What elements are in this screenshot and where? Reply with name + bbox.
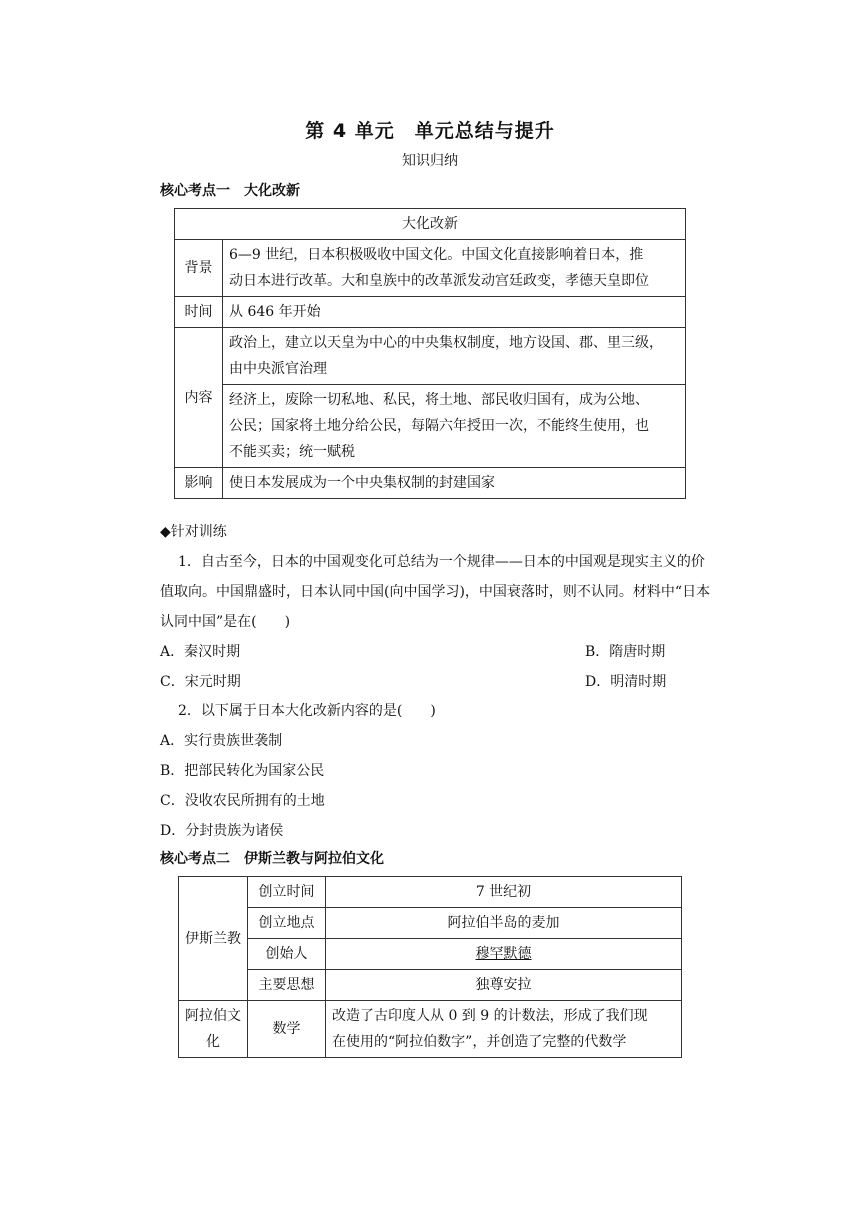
row-key: 创立地点 <box>248 908 326 939</box>
table-row <box>179 970 682 1001</box>
founder-name: 穆罕默德 <box>475 946 532 962</box>
row-key: 创立时间 <box>248 877 326 908</box>
q1-option-d: D．明清时期 <box>585 674 667 690</box>
row-content: 从 646 年开始 <box>223 297 686 328</box>
row-value: 阿拉伯半岛的麦加 <box>326 908 682 939</box>
table-row <box>175 209 686 240</box>
question-1-line: 认同中国”是在( ) <box>160 614 291 630</box>
row-label: 内容 <box>175 328 223 468</box>
table-row <box>175 328 686 385</box>
table-row <box>175 297 686 328</box>
islam-arab-culture-table <box>178 876 682 1058</box>
row-label: 时间 <box>175 297 223 328</box>
text-line: 公民；国家将土地分给公民，每隔六年授田一次，不能终生使用，也 <box>229 418 649 434</box>
row-key: 数学 <box>248 1001 326 1058</box>
q2-option-a: A．实行贵族世袭制 <box>160 733 283 749</box>
question-2-stem: 2．以下属于日本大化改新内容的是( ) <box>178 703 436 719</box>
row-label: 背景 <box>175 240 223 297</box>
table-row <box>179 1001 682 1058</box>
question-1-line: 值取向。中国鼎盛时，日本认同中国(向中国学习)，中国衰落时，则不认同。材料中“日本 <box>160 584 711 600</box>
q2-option-b: B．把部民转化为国家公民 <box>160 763 325 779</box>
row-key: 创始人 <box>248 939 326 970</box>
key-point-2-heading: 核心考点二 伊斯兰教与阿拉伯文化 <box>160 851 384 867</box>
row-label: 影响 <box>175 468 223 499</box>
text-line: 动日本进行改革。大和皇族中的改革派发动宫廷政变，孝德天皇即位 <box>229 273 649 289</box>
text-line: 政治上，建立以天皇为中心的中央集权制度，地方设国、郡、里三级， <box>229 335 663 351</box>
question-1-line: 1．自古至今，日本的中国观变化可总结为一个规律——日本的中国观是现实主义的价 <box>178 554 705 570</box>
row-value: 7 世纪初 <box>326 877 682 908</box>
q1-option-b: B．隋唐时期 <box>585 644 666 660</box>
text-line: 不能买卖；统一赋税 <box>229 444 355 460</box>
table-header: 大化改新 <box>175 209 686 240</box>
row-key: 主要思想 <box>248 970 326 1001</box>
row-content <box>223 385 686 468</box>
row-value <box>326 939 682 970</box>
q1-option-a: A．秦汉时期 <box>160 644 241 660</box>
row-value <box>326 1001 682 1058</box>
key-point-1-heading: 核心考点一 大化改新 <box>160 183 300 199</box>
text-line: 6—9 世纪，日本积极吸收中国文化。中国文化直接影响着日本，推 <box>229 247 644 263</box>
row-content: 使日本发展成为一个中央集权制的封建国家 <box>223 468 686 499</box>
page-title: 第 4 单元 单元总结与提升 <box>305 120 555 142</box>
group-label-arab-culture: 阿拉伯文化 <box>179 1001 248 1058</box>
q1-option-c: C．宋元时期 <box>160 674 241 690</box>
practice-heading: ◆针对训练 <box>160 524 227 540</box>
text-line: 改造了古印度人从 0 到 9 的计数法，形成了我们现 <box>332 1008 648 1024</box>
group-label-islam: 伊斯兰教 <box>179 877 248 1001</box>
text-line: 在使用的“阿拉伯数字”，并创造了完整的代数学 <box>332 1034 627 1050</box>
row-content <box>223 328 686 385</box>
table-row <box>175 468 686 499</box>
row-value: 独尊安拉 <box>326 970 682 1001</box>
table-row <box>175 385 686 468</box>
text-line: 经济上，废除一切私地、私民，将土地、部民收归国有，成为公地、 <box>229 392 649 408</box>
table-row <box>179 939 682 970</box>
q2-option-d: D．分封贵族为诸侯 <box>160 823 284 839</box>
table-row <box>179 908 682 939</box>
table-row <box>175 240 686 297</box>
row-content <box>223 240 686 297</box>
table-row <box>179 877 682 908</box>
taika-reform-table <box>174 208 686 499</box>
section-subtitle: 知识归纳 <box>402 153 458 169</box>
q2-option-c: C．没收农民所拥有的土地 <box>160 793 325 809</box>
text-line: 由中央派官治理 <box>229 361 327 377</box>
